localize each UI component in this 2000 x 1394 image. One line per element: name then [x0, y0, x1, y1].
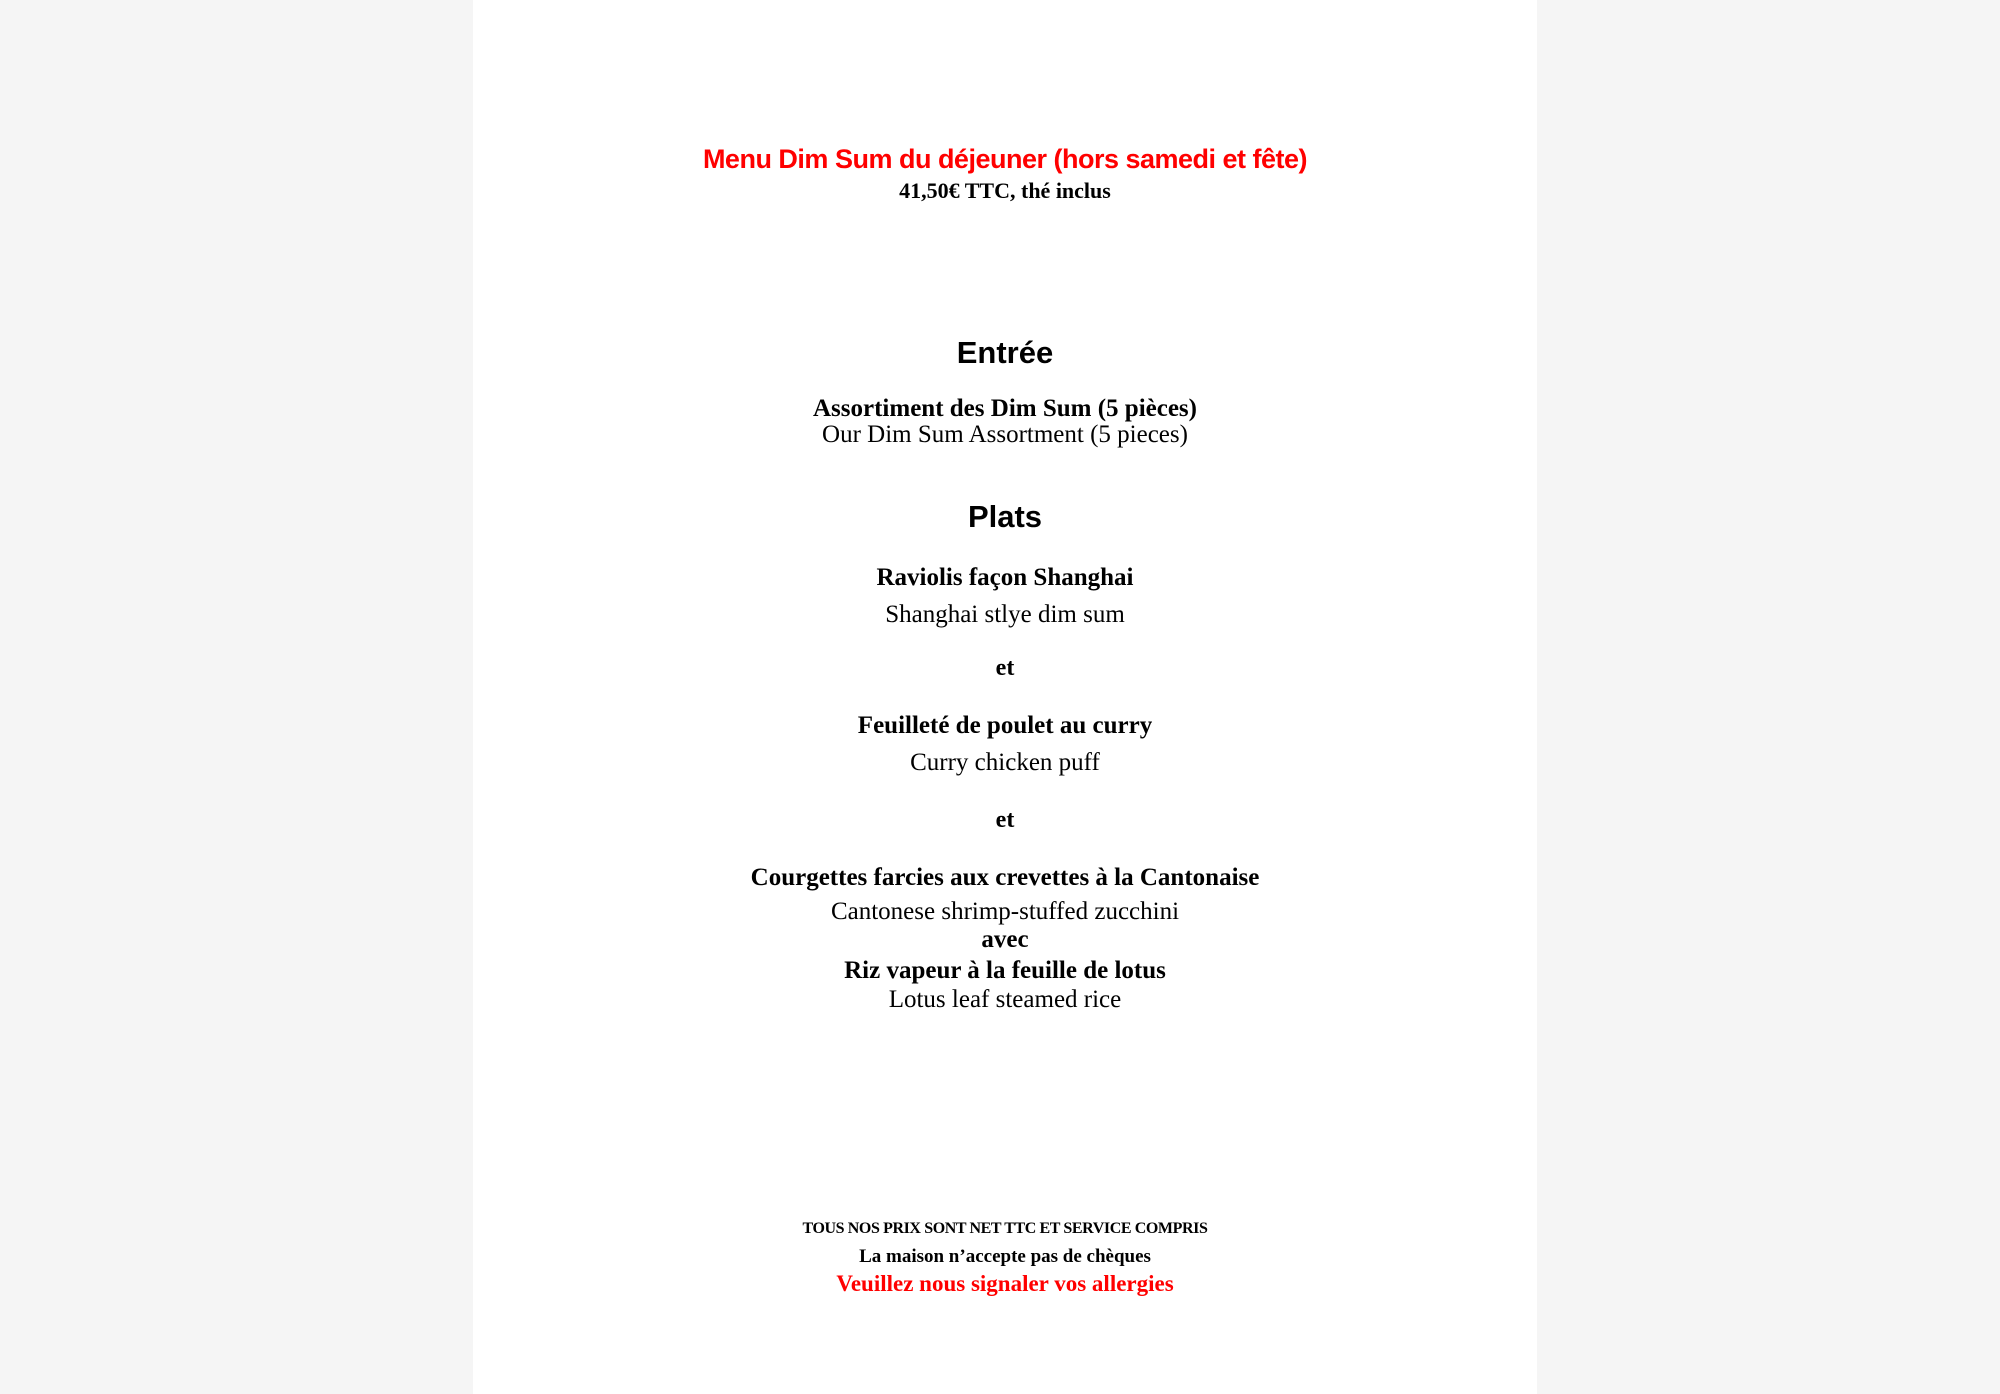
menu-price: 41,50€ TTC, thé inclus: [899, 178, 1111, 203]
footer-allergy-note: Veuillez nous signaler vos allergies: [836, 1271, 1174, 1296]
dish-2-french: Feuilleté de poulet au curry: [857, 712, 1153, 739]
dish-3-french: Courgettes farcies aux crevettes à la Cantonaise: [750, 864, 1260, 891]
footer-prices-note: TOUS NOS PRIX SONT NET TTC ET SERVICE COMPRIS: [802, 1220, 1208, 1237]
menu-title: Menu Dim Sum du déjeuner (hors samedi et fête): [702, 144, 1308, 174]
dish-3-english: Cantonese shrimp-stuffed zucchini: [830, 898, 1180, 925]
menu-page: [473, 0, 1537, 1394]
joiner-et-2: et: [995, 807, 1015, 833]
dish-1-english: Shanghai stlye dim sum: [885, 601, 1125, 628]
joiner-avec: avec: [981, 926, 1029, 953]
dish-4-english: Lotus leaf steamed rice: [888, 986, 1122, 1013]
joiner-et-1: et: [995, 655, 1015, 681]
dish-1-french: Raviolis façon Shanghai: [876, 564, 1134, 591]
entree-heading: Entrée: [956, 335, 1054, 370]
footer-cheques-note: La maison n’accepte pas de chèques: [859, 1246, 1151, 1267]
plats-heading: Plats: [967, 499, 1043, 534]
dish-4-french: Riz vapeur à la feuille de lotus: [844, 957, 1166, 984]
entree-dish-french: Assortiment des Dim Sum (5 pièces): [813, 395, 1197, 422]
dish-2-english: Curry chicken puff: [910, 749, 1100, 776]
entree-dish-english: Our Dim Sum Assortment (5 pieces): [822, 421, 1188, 448]
